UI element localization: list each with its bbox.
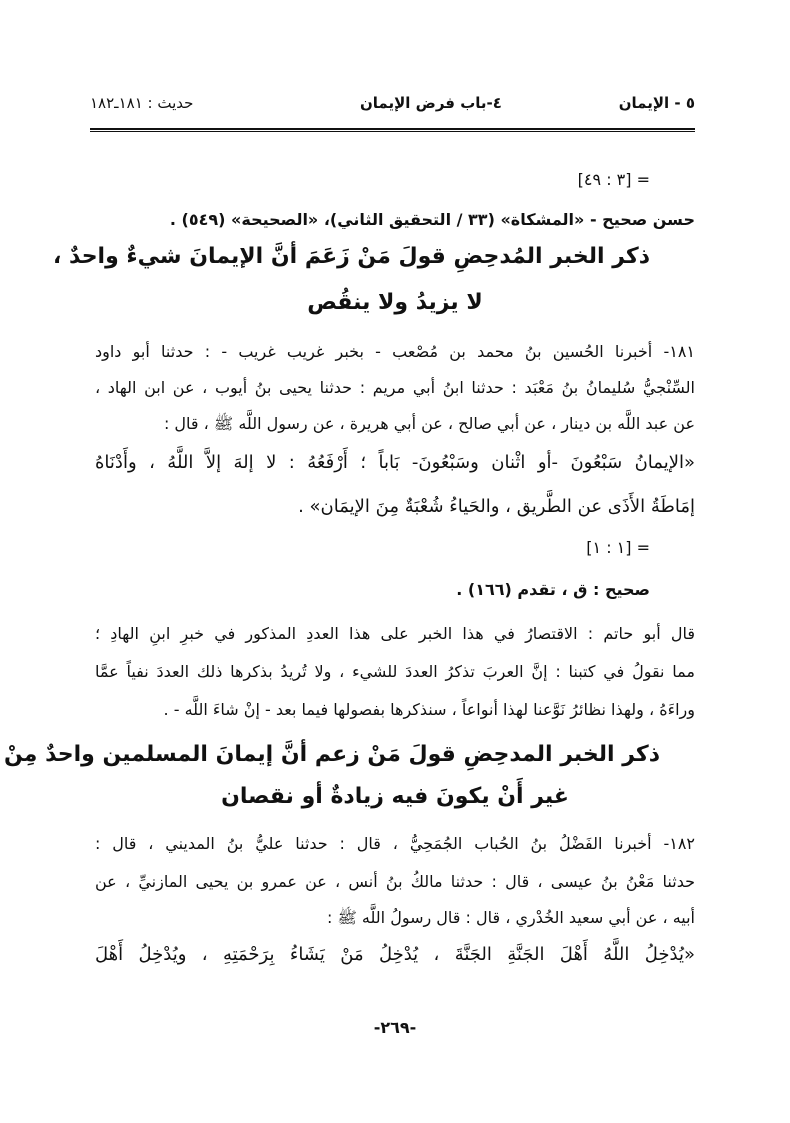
- page-number: -٢٦٩-: [373, 1018, 417, 1037]
- header-hadith-range: حديث : ١٨١ـ١٨٢: [90, 94, 194, 112]
- running-header: [90, 94, 695, 120]
- chapter-heading-1-cont: لا يزيدُ ولا ينقُص: [307, 290, 483, 315]
- grading-line-2: صحيح : ق ، تقدم (١٦٦) .: [456, 580, 650, 599]
- isnad-181-line-2: السِّنْجيُّ سُليمانُ بنُ مَعْبَد : حدثنا ابنُ أبي مريم : حدثنا يحيى بنُ أيوب ، عن ابن الهاد ،: [95, 378, 695, 397]
- isnad-182-line-3: أبيه ، عن أبي سعيد الخُدْري ، قال : قال رسولُ اللَّه ﷺ :: [327, 908, 695, 927]
- chapter-heading-1: ذكر الخبر المُدحِضِ قولَ مَنْ زَعَمَ أنَّ الإيمانَ شيءٌ واحدٌ ،: [52, 244, 650, 269]
- isnad-181-line-1: ١٨١- أخبرنا الحُسين بنُ محمد بن مُصْعب - بخبر غريب غريب - : حدثنا أبو داود: [95, 342, 695, 361]
- commentary-line-2: مما نقولُ في كتبنا : إنَّ العربَ تذكرُ العددَ للشيء ، ولا تُريدُ بذكرها ذلك العددَ نفياً عمَّا: [95, 662, 695, 681]
- commentary-line-3: وراءَهُ ، ولهذا نظائرُ نَوَّعنا لهذا أنواعاً ، سنذكرها بفصولها فيما بعد - إنْ شاءَ اللَّه - .: [163, 700, 695, 719]
- reference-line: = [٣ : ٤٩]: [577, 170, 650, 189]
- header-chapter: ٥ - الإيمان: [618, 94, 695, 112]
- matn-182-line-1: «يُدْخِلُ اللَّهُ أَهْلَ الجَنَّةِ الجَنَّةَ ، يُدْخِلُ مَنْ يَشَاءُ بِرَحْمَتِهِ ، ويُدْخِلُ أَهْلَ: [95, 944, 695, 965]
- grading-line: حسن صحيح - «المشكاة» (٣٣ / التحقيق الثاني)، «الصحيحة» (٥٤٩) .: [169, 210, 695, 229]
- header-rule-thin: [90, 131, 695, 132]
- matn-181-line-2: إمَاطَةُ الأَذَى عن الطَّريق ، والحَياءُ شُعْبَةٌ مِنَ الإيمَان» .: [298, 496, 695, 517]
- matn-181-line-1: «الإيمانُ سَبْعُونَ -أو اثْنان وسَبْعُونَ- بَاباً ؛ أَرْفَعُهُ : لا إلهَ إلاَّ اللَّهُ ، وأَدْنَاهُ: [95, 452, 695, 473]
- header-section: ٤-باب فرض الإيمان: [360, 94, 502, 112]
- commentary-line-1: قال أبو حاتم : الاقتصارُ في هذا الخبر على هذا العددِ المذكور في خبرِ ابنِ الهادِ ؛: [95, 624, 695, 643]
- chapter-heading-2-cont: غير أَنْ يكونَ فيه زيادةٌ أو نقصان: [221, 784, 569, 809]
- isnad-182-line-1: ١٨٢- أخبرنا الفَضْلُ بنُ الحُباب الجُمَحِيُّ ، قال : حدثنا عليُّ بنُ المديني ، قال :: [95, 834, 695, 853]
- isnad-182-line-2: حدثنا مَعْنُ بنُ عيسى ، قال : حدثنا مالكُ بنُ أنس ، عن عمرو بن يحيى المازنيِّ ، عن: [95, 872, 695, 891]
- reference-line-2: = [١ : ١]: [586, 538, 650, 557]
- header-rule: [90, 128, 695, 130]
- isnad-181-line-3: عن عبد اللَّه بن دينار ، عن أبي صالح ، عن أبي هريرة ، عن رسول اللَّه ﷺ ، قال :: [163, 414, 695, 433]
- chapter-heading-2: ذكر الخبر المدحِضِ قولَ مَنْ زعم أنَّ إيمانَ المسلمين واحدٌ مِنْ: [3, 742, 660, 767]
